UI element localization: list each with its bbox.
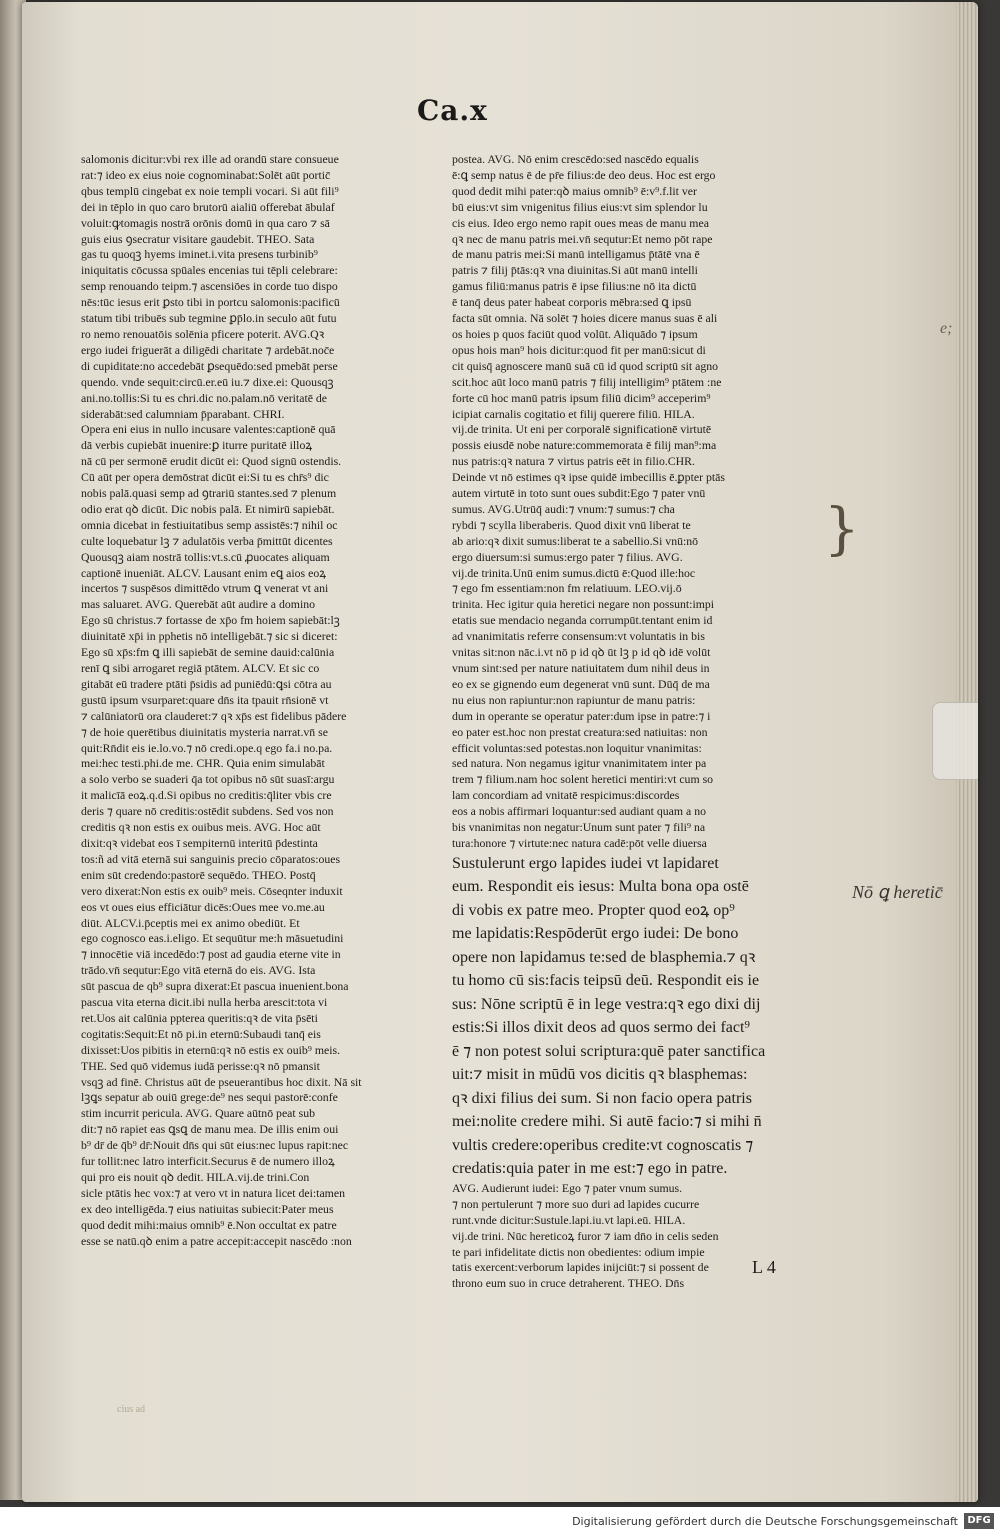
text-line: nus patris:qꝛ natura ⁊ virtus patris eēt in filio.CHR. [452,454,696,469]
text-line: Quousqꝫ aiam nostrā tollis:vt.s.cū ꝓuocates aliquam [81,549,330,564]
text-line: statum tibi tribuēs sub tegmine ꝑp̄lo.in seculo aūt futu [81,311,337,326]
text-line: ⁊ ego fm essentiam:non fm relatiuum. LEO.vij.ō [452,581,682,596]
text-line: vij.de trinita. Ut eni per corporalē significationē virtutē [452,422,712,437]
text-line: vij.de trinita.Unū enim sumus.dictū ē:Quod ille:hoc [452,565,696,580]
text-line: ergo diuersum:si sumus:ergo pater ⁊ filius. AVG. [452,549,683,564]
text-line: nēs:tūc iesus erit ꝑsto tibi in portcu salomonis:pacificū [81,295,340,310]
text-line: vultis credere:operibus credite:vt cognoscatis ⁊ [452,1136,754,1154]
text-line: os hoies p quos faciūt quod volūt. Aliquādo ⁊ ipsum [452,326,698,341]
text-line: sumus. AVG.Utrūq̄ audi:⁊ vnum:⁊ sumus:⁊ cha [452,501,675,516]
text-line: facta sūt omnia. Nā solēt ⁊ hoies dicere manus suas ē ali [452,311,718,326]
text-line: quit:Rn̄dit eis ie.lo.vo.⁊ nō credi.ope.q ego fa.i no.pa. [81,740,333,755]
text-line: creditis qꝛ non estis ex ouibus meis. AVG. Hoc aūt [81,820,321,835]
text-line: ergo iudei friguerāt a diligēdi charitate ⁊ ardebāt.noc̄e [81,342,335,357]
text-line: lꝫꝗs sepatur ab ouiū grege:de⁹ nes sequi pastorē:confe [81,1090,338,1105]
text-line: quendo. vnde sequit:circū.er.eū iu.⁊ dixe.ei: Quousqꝫ [81,374,334,389]
bookmark-tab [932,702,978,780]
text-line: cogitatis:Sequit:Et nō pi.in eternū:Subaudi tanq̄ eis [81,1026,321,1041]
text-line: estis:Si illos dixit deos ad quos sermo dei fact⁹ [452,1019,750,1037]
text-line: diūt. ALCV.i.p̄ceptis mei ex animo obediūt. Et [81,915,300,930]
text-line: ē:ꝗ semp natus ē de pr̄e filius:de deo deus. Hoc est ergo [452,167,716,182]
text-line: dit:⁊ nō rapiet eas ꝗsꝗ de manu mea. De illis enim oui [81,1122,339,1137]
signature-mark: L 4 [752,1257,776,1277]
text-line: ego cognosco eas.i.eligo. Et sequūtur me:h māsuetudini [81,931,344,946]
footer-credit: Digitalisierung gefördert durch die Deutsche Forschungsgemeinschaft [572,1515,958,1528]
text-line: nu eius non rapiuntur:non rapiuntur de manu patris: [452,692,696,707]
text-column-right [452,152,807,1292]
text-line: uit:⁊ misit in mūdū vos dicitis qꝛ blasphemas: [452,1066,748,1084]
gospel-text-block [452,852,807,1181]
text-line: sus: Nōne scriptū ē in lege vestra:qꝛ ego dixi dij [452,995,761,1013]
text-line: omnia dicebat in festiuitatibus semp assistēs:⁊ nihil oc [81,517,338,532]
text-line: vero dixerat:Non estis ex ouib⁹ meis. Cōseqnter induxit [81,883,343,898]
text-line: mei:hec testi.phi.de me. CHR. Quia enim simulabāt [81,756,325,771]
text-line: quod dedit mihi:maius omnib⁹ ē.Non occultat ex patre [81,1217,337,1232]
text-line: quod dedit mihi pater:qꝺ maius omnib⁹ ē:v⁹.f.lit ver [452,183,697,198]
text-line: captionē inueniāt. ALCV. Lausant enim eꝗ aios eoꝝ [81,565,327,580]
text-line: qbus templū cingebat ex noie templi vocari. Si aūt fili⁹ [81,183,339,198]
text-line: deris ⁊ quare nō creditis:ostēdit subdens. Sed vos non [81,804,334,819]
text-line: semp renouando teipm.⁊ ascensiōes in corde tuo dispo [81,279,338,294]
text-line: tos:ñ ad vitā eternā sui sanguinis precio cōparatos:oues [81,851,341,866]
text-line: ex deo intelligēda.⁊ eius natiuitas subiecit:Pater meus [81,1201,334,1216]
text-line: sicle ptātis hec vox:⁊ at vero vt in natura licet dei:tamen [81,1185,345,1200]
text-line: etatis sue mendacio neganda corrumpūt.tentant enim id [452,613,713,628]
text-line: Sustulerunt ergo lapides iudei vt lapidaret [452,854,719,872]
text-line: tatis exercent:verborum lapides inijciūt:⁊ si possent de [452,1260,709,1275]
text-line: gitabāt eū tradere ptāti p̄sidis ad puniēdū:ꝗsi cōtra au [81,676,332,691]
text-line: lam concordiam ad vnitatē respicimus:discordes [452,788,680,803]
text-line: voluit:ꝙtomagis nostrā orōnis domū in qua caro ⁊ sā [81,215,330,230]
text-line: qꝛ nec de manu patris mei.vn̄ sequtur:Et nemo pōt rape [452,231,713,246]
text-line: opere non lapidamus te:sed de blasphemia.⁊ qꝛ [452,948,756,966]
text-line: Opera eni eius in nullo incusare valentes:captionē quā [81,422,336,437]
text-line: culte loquebatur lꝫ ⁊ adulatōis verba p̄mittūt dicentes [81,533,333,548]
text-line: throno eum suo in cruce detraherent. THEO. Dn̄s [452,1276,685,1291]
text-line: vnitas sit:non nāc.i.vt nō p id qꝺ ūt lꝫ p id qꝺ idē volūt [452,645,711,660]
text-line: stim incurrit pericula. AVG. Quare aūtnō peat sub [81,1106,316,1121]
text-line: vsqꝫ ad finē. Christus aūt de pseuerantibus hoc dixit. Nā sit [81,1074,362,1089]
text-line: icipiat carnalis cogitatio et filij querere filiū. HILA. [452,406,695,421]
text-line: di vobis ex patre meo. Propter quod eoꝝ op⁹ [452,901,735,919]
show-through-text: cius ad [117,1404,146,1415]
text-line: autem virtutē in toto sunt oues subdit:Ego ⁊ pater vnū [452,486,706,501]
text-line: possis eiusdē nobe nature:commemorata ē filij man⁹:ma [452,438,717,453]
dfg-logo: DFG [964,1513,994,1529]
text-line: di cupiditate:no accedebāt ꝑsequēdo:sed pmebāt perse [81,358,338,373]
text-line: mas saluaret. AVG. Querebāt aūt audire a domino [81,597,316,612]
text-line: runt.vnde dicitur:Sustule.lapi.iu.vt lapi.eū. HILA. [452,1212,686,1227]
text-line: b⁹ dr̄ de q̄b⁹ dr̄:Nouit dn̄s qui sūt eius:nec lupus rapit:nec [81,1138,349,1153]
text-line: dixit:qꝛ videbat eos ī sempiternū interitū p̄destinta [81,835,318,850]
text-line: scit.hoc aūt loco manū patris ⁊ filij intelligim⁹ ptātem :ne [452,374,722,389]
text-line: nā cū per sermonē erudit dicūt ei: Quod signū ostendis. [81,454,342,469]
text-line: tura:honore ⁊ virtute:nec natura cadē:pōt velle diuersa [452,835,707,850]
margin-annotation: Nō ꝗ heretic̄ [852,882,943,902]
text-line: ab ario:qꝛ dixit sumus:liberat te a sabellio.Si vnū:nō [452,533,699,548]
text-line: bis vnanimitas non negatur:Unum sunt pater ⁊ fili⁹ na [452,820,706,835]
text-line: ē tanq̄ deus pater habeat corporis mēbra:sed ꝗ ipsū [452,295,692,310]
text-line: ⁊ calūniatorū ora clauderet:⁊ qꝛ xp̄s est fidelibus pādere [81,708,347,723]
text-line: patris ⁊ filij p̄tās:qꝛ vna diuinitas.Si aūt manū intelli [452,263,698,278]
text-line: me lapidatis:Respōderūt ergo iudei: De bono [452,925,739,943]
commentary-block [452,152,807,852]
text-line: cis eius. Ideo ergo nemo rapit oues meas de manu mea [452,215,709,230]
text-line: eum. Respondit eis iesus: Multa bona opa ostē [452,878,749,896]
text-line: dā verbis cupiebāt inuenire:ꝑ iturre puritatē illoꝝ [81,438,313,453]
text-line: a solo verbo se suaderi q̄a tot opibus nō sūt suasī:argu [81,772,335,787]
text-line: eo pater est.hoc non prestat creatura:sed natiuitas: non [452,724,708,739]
text-line: trādo.vn̄ sequtur:Ego vitā eternā do eis. AVG. Ista [81,963,316,978]
text-line: Ego sū xp̄s:fm ꝗ illi sapiebāt de semine dauid:calūnia [81,645,335,660]
text-line: enim sūt credendo:pastorē sequēdo. THEO. Postq̄ [81,867,316,882]
text-line: THE. Sed quō videmus iudā perisse:qꝛ nō pmansit [81,1058,320,1073]
text-line: eos vt oues eius efficiātur dicēs:Oues mee vo.me.au [81,899,325,914]
margin-tick: e; [940,320,953,337]
text-column-left [81,152,449,1250]
text-line: qui pro eis nouit qꝺ dedit. HILA.vij.de trini.Con [81,1170,310,1184]
text-line: ē ⁊ non potest solui scriptura:quē pater sanctifica [452,1042,766,1060]
margin-brace-icon: } [824,497,860,562]
text-line: de manu patris mei:Si manū intelligamus p̄tātē vna ē [452,247,700,262]
text-line: trem ⁊ filium.nam hoc solent heretici mentiri:vt cum so [452,772,714,787]
text-line: eos a nobis affirmari loquantur:sed audiant quam a no [452,804,707,819]
text-line: vij.de trini. Nūc hereticoꝝ furor ⁊ iam dn̄o in celis seden [452,1228,719,1243]
text-line: gustū ipsum vsurparet:quare dn̄s ita tpauit rn̄sionē vt [81,692,329,707]
text-line: esse se natū.qꝺ enim a patre accepit:accepit nascēdo :non [81,1233,352,1248]
text-line: ro nemo renouatōis solēnia pficere poterit. AVG.Qꝛ [81,326,325,341]
text-line: odio erat qꝺ dicūt. Dic nobis palā. Et nimirū sapiebāt. [81,501,335,516]
footer-bar [0,1507,1000,1537]
text-line: mei:nolite credere mihi. Si autē facio:⁊ si mihi n̄ [452,1113,762,1131]
text-line: Cū aūt per opera demōstrat dicūt ei:Si tu es chr̄s⁹ dic [81,470,329,485]
text-line: Deinde vt nō estimes qꝛ ipse quidē imbecillis ē.ꝑpter ptās [452,470,725,485]
text-line: ⁊ innocētie viā incedēdo:⁊ post ad gaudia eterne vite in [81,947,341,962]
text-line: ad vnanimitatis referre consensum:vt voluntatis in bis [452,629,705,644]
text-line: efficit voluntas:sed potestas.non loquitur vnanimitas: [452,740,702,755]
text-line: sūt pascua de qb⁹ supra dixerat:Et pascua inuenient.bona [81,979,349,994]
text-line: renī ꝗ sibi arrogaret regiā ptātem. ALCV. Et sic co [81,661,320,675]
text-line: postea. AVG. Nō enim crescēdo:sed nascēdo equalis [452,152,699,166]
text-line: eo ex se gignendo eum degenerat vnū sunt. Dūq̄ de ma [452,676,710,691]
text-line: nobis palā.quasi semp ad ꝯtrariū stantes.sed ⁊ plenum [81,486,337,501]
text-line: siderabāt:sed calumniam p̄parabant. CHRI. [81,406,285,421]
text-line: trinita. Hec igitur quia heretici negare non possunt:impi [452,597,715,612]
text-line: gas tu quoqꝫ hyems iminet.i.vita presens turbinib⁹ [81,247,318,262]
text-line: forte cū hoc manū patris ipsum filiū dicim⁹ acceperim⁹ [452,390,711,405]
text-line: salomonis dicitur:vbi rex ille ad orandū stare consueue [81,152,339,166]
text-line: gamus filiū:manus patris ē ipse filius:ne nō ita dictū [452,279,697,294]
text-line: tu homo cū sis:facis teipsū deū. Respondit eis ie [452,972,760,990]
book-page [22,2,978,1502]
text-line: diuinitatē xp̄i in pphetis nō intelligebāt.⁊ sic si diceret: [81,629,338,644]
text-line: opus hois man⁹ hois dicitur:quod fit per manū:sicut di [452,342,706,357]
text-line: ret.Uos ait calūnia ppterea queritis:qꝛ de vita p̄sēti [81,1010,318,1025]
text-line: te pari infidelitate dictis non obedientes: odium impie [452,1244,705,1259]
text-line: fur tollit:nec latro interficit.Securus ē de numero illoꝝ [81,1154,335,1169]
text-line: incertos ⁊ suspēsos dimittēdo vtrum ꝗ venerat vt ani [81,581,329,596]
text-line: sed natura. Non negamus igitur vnanimitatem inter pa [452,756,707,771]
text-line: qꝛ dixi filius dei sum. Si non facio opera patris [452,1089,752,1107]
text-line: Ego sū christus.⁊ fortasse de xp̄o fm hoiem sapiebāt:lꝫ [81,613,340,628]
text-line: AVG. Audierunt iudei: Ego ⁊ pater vnum sumus. [452,1180,683,1195]
text-line: rybdi ⁊ scylla liberaberis. Quod dixit vnū liberat te [452,517,691,532]
text-line: iniquitatis cōcussa spūales encenias tui tēpli celebrare: [81,263,338,278]
text-line: vnum sint:sed per nature natiuitatem dum nihil deus in [452,661,710,675]
text-line: bū eius:vt sim vnigenitus filius eius:vt sim splendor lu [452,199,708,214]
running-head: Ca.x [417,94,488,127]
text-line: ⁊ de hoie querētibus diuinitatis mysteria narrat.vn̄ se [81,724,328,739]
text-line: dei in tēplo in quo caro brutorū aialiū offerebat ābulaf [81,199,335,214]
text-line: rat:⁊ ideo ex eius noie cognominabat:Solēt aūt portic̄ [81,167,331,182]
text-line: dum in operante se operatur pater:dum ipse in patre:⁊ i [452,708,711,723]
text-line: ⁊ non pertulerunt ⁊ more suo duri ad lapides cucurre [452,1196,700,1211]
text-line: ani.no.tollis:Si tu es chri.dic no.palam.nō veritatē de [81,390,328,405]
text-line: dixisset:Uos pibitis in eternū:qꝛ nō estis ex ouib⁹ meis. [81,1042,341,1057]
text-line: credatis:quia pater in me est:⁊ ego in patre. [452,1160,728,1178]
text-line: guis eius ꝯsecratur visitare gaudebit. THEO. Sata [81,231,315,246]
text-line: pascua vita eterna dicit.ibi nulla herba arescit:tota vi [81,995,328,1010]
text-line: cit quisq̄ agnoscere manū suā cū id quod scriptū sit agno [452,358,719,373]
text-line: it malicīā eoꝝ.q.d.Si opibus no creditis:q̄liter vbis cre [81,788,332,803]
